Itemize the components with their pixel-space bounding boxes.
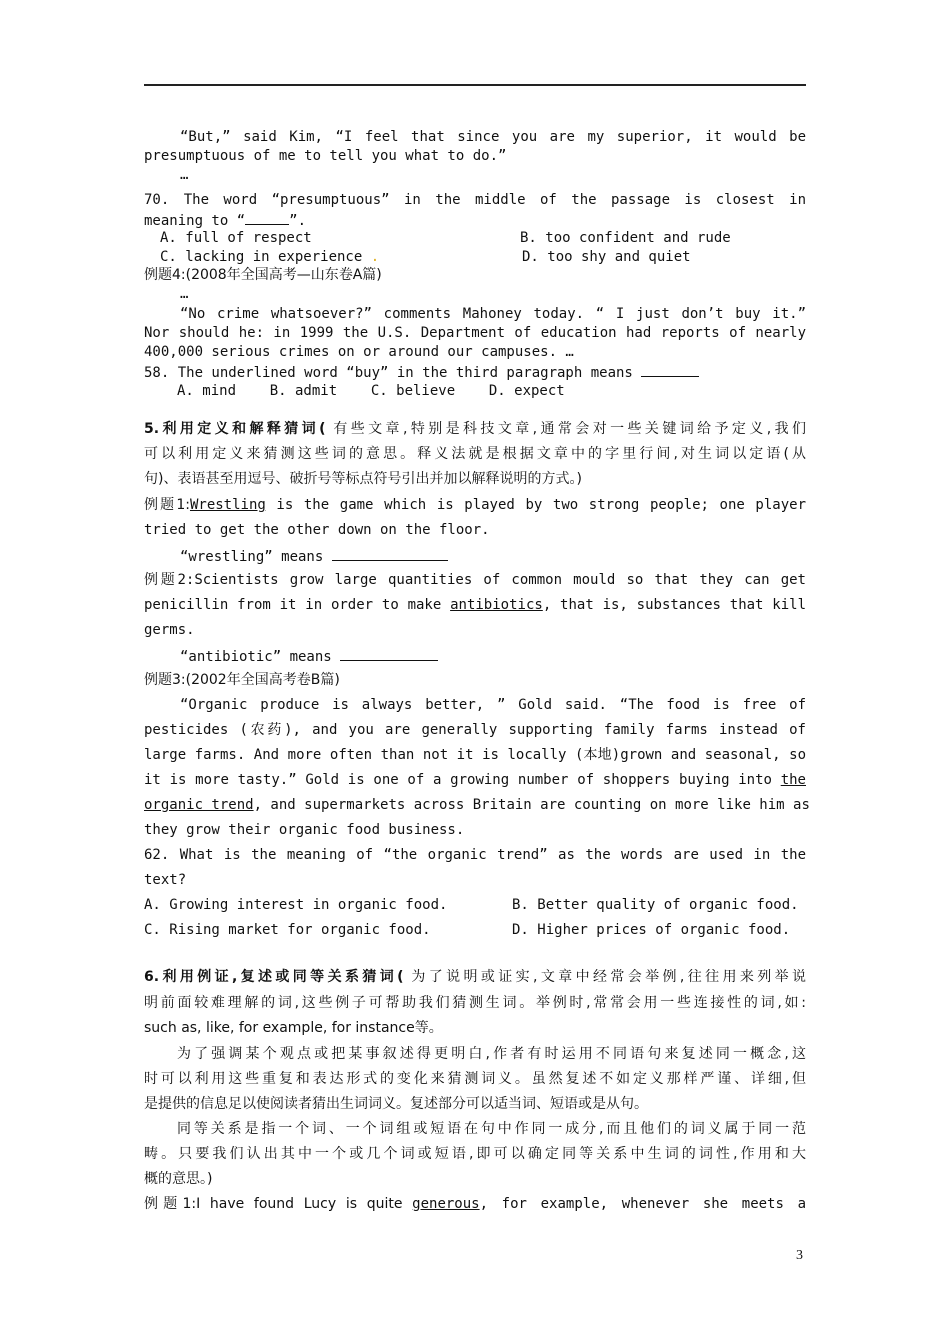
ellipsis: …	[180, 286, 189, 302]
underlined-word: the	[780, 772, 806, 788]
section-6-text: 明前面较难理解的词,这些例子可帮助我们猜测生词。举例时,常常会用一些连接性的词,如:	[144, 995, 806, 1011]
underlined-word: Wrestling	[189, 497, 266, 513]
section-6-paragraph: 同等关系是指一个词、一个词组或短语在句中作同一成分,而且他们的词义属于同一范	[177, 1121, 806, 1137]
option-d: D. too shy and quiet	[522, 249, 691, 265]
section-6-paragraph: 为了强调某个观点或把某事叙述得更明白,作者有时运用不同语句来复述同一概念,这	[177, 1046, 806, 1062]
section-5-title: 5.利用定义和解释猜词(	[144, 421, 326, 437]
section-6-paragraph: 是提供的信息足以使阅读者猜出生词词义。复述部分可以适当词、短语或是从句。	[144, 1096, 648, 1112]
example-text-line: “But,” said Kim, “I feel that since you are my superior, it would be	[180, 129, 806, 145]
example-3-line: organic trend, and supermarkets across Britain are counting on more like him as	[144, 797, 810, 813]
question-62-line2: text?	[144, 872, 187, 888]
example-2-question: “antibiotic” means	[180, 646, 842, 666]
answer-blank	[340, 646, 438, 661]
example-3-line: “Organic produce is always better, ” Gold said. “The food is free of	[180, 697, 806, 713]
example-3-line: large farms. And more often than not it is locally (本地)grown and seasonal, so	[144, 747, 806, 763]
example-3-heading: 例题3:(2002年全国高考卷B篇)	[144, 672, 340, 688]
example-3-line: they grow their organic food business.	[144, 822, 465, 838]
question-70: 70. The word “presumptuous” in the middle of the passage is closest in	[144, 192, 806, 208]
example-4-heading: 例题4:(2008年全国高考—山东卷A篇)	[144, 267, 382, 283]
option-b: B. Better quality of organic food.	[512, 897, 799, 913]
question-62: 62. What is the meaning of “the organic trend” as the words are used in the	[144, 847, 806, 863]
example-text-line: 400,000 serious crimes on or around our campuses. …	[144, 344, 574, 360]
option-c: C. Rising market for organic food.	[144, 922, 431, 938]
example-1-line2: tried to get the other down on the floor.	[144, 522, 490, 538]
option-c: C. lacking in experience .	[160, 249, 380, 265]
section-5-intro: 5.利用定义和解释猜词( 有些文章,特别是科技文章,通常会对一些关键词给予定义,我们	[144, 421, 806, 437]
example-1-question: “wrestling” means	[180, 546, 842, 566]
underlined-word: generous	[412, 1196, 480, 1212]
header-rule	[144, 84, 806, 86]
section-6-title: 6.利用例证,复述或同等关系猜词(	[144, 969, 404, 985]
example-2-line3: germs.	[144, 622, 195, 638]
section-6-paragraph: 时可以利用这些重复和表达形式的变化来猜测词义。虽然复述不如定义那样严谨、详细,但	[144, 1071, 806, 1087]
answer-blank	[641, 362, 699, 377]
option-d: D. Higher prices of organic food.	[512, 922, 791, 938]
option-a: A. Growing interest in organic food.	[144, 897, 448, 913]
ellipsis: …	[180, 167, 189, 183]
question-70-line2: meaning to “ ”.	[144, 210, 806, 230]
example-text-line: “No crime whatsoever?” comments Mahoney today. “ I just don’t buy it.”	[180, 306, 806, 322]
option-b: B. too confident and rude	[520, 230, 731, 246]
example-1-line: 例题1:Wrestling is the game which is played by two strong people; one player	[144, 497, 807, 513]
page-number: 3	[796, 1248, 803, 1263]
underlined-word: antibiotics	[450, 597, 543, 613]
section-6-paragraph: 畴。只要我们认出其中一个或几个词或短语,即可以确定同等关系中生词的词性,作用和大	[144, 1146, 806, 1162]
answer-blank	[245, 210, 289, 225]
example-3-line: it is more tasty.” Gold is one of a growing number of shoppers buying into the	[144, 772, 806, 788]
section-6-intro: 6.利用例证,复述或同等关系猜词( 为了说明或证实,文章中经常会举例,往往用来列举说	[144, 969, 806, 985]
example-text-line: Nor should he: in 1999 the U.S. Department of education had reports of nearly	[144, 325, 806, 341]
example-2-line2: penicillin from it in order to make antibiotics, that is, substances that kill	[144, 597, 806, 613]
section-5-text: 可以利用定义来猜测这些词的意思。释义法就是根据文章中的字里行间,对生词以定语(从	[144, 446, 806, 462]
answer-blank	[332, 546, 448, 561]
example-1-line: 例题1:I have found Lucy is quite generous, for example, whenever she meets a	[144, 1196, 806, 1212]
section-6-text: such as, like, for example, for instance等。	[144, 1020, 443, 1036]
question-58: 58. The underlined word “buy” in the third paragraph means	[144, 362, 806, 382]
section-5-text: 句)、表语甚至用逗号、破折号等标点符号引出并加以解释说明的方式。)	[144, 471, 582, 487]
example-text-line: presumptuous of me to tell you what to do.”	[144, 148, 507, 164]
example-2-line: 例题2:Scientists grow large quantities of common mould so that they can get	[144, 572, 806, 588]
option-a: A. full of respect	[160, 230, 312, 246]
question-58-options: A. mind B. admit C. believe D. expect	[177, 383, 565, 399]
underlined-phrase: organic trend	[144, 797, 254, 813]
example-3-line: pesticides (农药), and you are generally supporting family farms instead of	[144, 722, 806, 738]
section-6-paragraph: 概的意思。)	[144, 1171, 213, 1187]
